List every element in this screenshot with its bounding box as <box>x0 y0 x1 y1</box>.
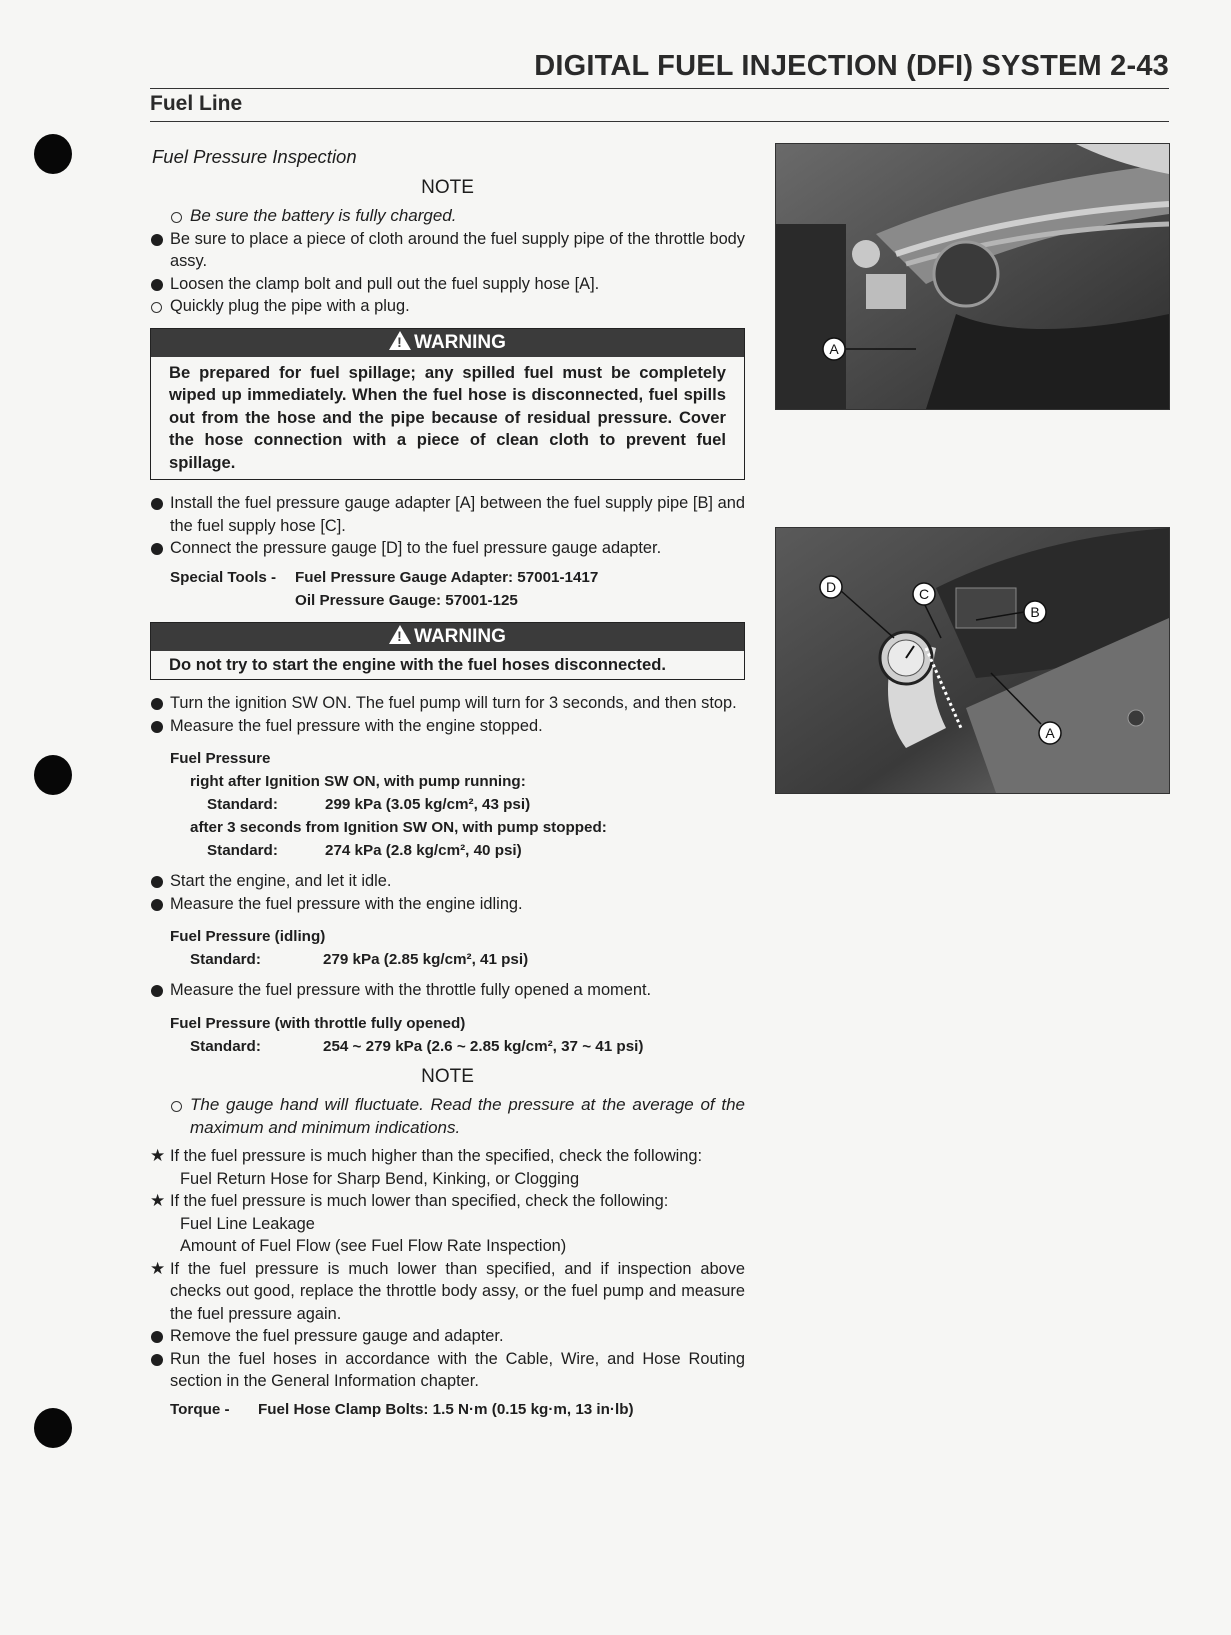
spec-value: 254 ~ 279 kPa (2.6 ~ 2.85 kg/cm², 37 ~ 41 psi) <box>323 1037 644 1055</box>
check-subitem: Amount of Fuel Flow (see Fuel Flow Rate Inspection) <box>180 1237 567 1255</box>
spec-label: Standard: <box>207 842 278 859</box>
binder-hole-bottom <box>34 1408 72 1448</box>
spec-label: Standard: <box>190 1037 261 1055</box>
spec-throttle-open <box>170 1012 745 1058</box>
spec-condition: after 3 seconds from Ignition SW ON, with pump stopped: <box>190 819 607 836</box>
photo-fuel-hose-removal <box>775 143 1170 410</box>
star-icon: ★ <box>150 1146 166 1165</box>
spec-title: Fuel Pressure (idling) <box>170 928 326 945</box>
step-item: Be sure to place a piece of cloth around the fuel supply pipe of the throttle body assy. <box>170 229 745 270</box>
step-item: Measure the fuel pressure with the engine idling. <box>170 894 523 913</box>
spec-label: Standard: <box>207 796 278 813</box>
note-item: Be sure the battery is fully charged. <box>190 206 457 225</box>
star-icon: ★ <box>150 1258 166 1278</box>
binder-hole-top <box>34 134 72 174</box>
torque-value: Fuel Hose Clamp Bolts: 1.5 N·m (0.15 kg·m, 13 in·lb) <box>258 1400 634 1418</box>
star-icon: ★ <box>150 1191 166 1210</box>
warning-box <box>150 328 745 481</box>
binder-hole-middle <box>34 755 72 795</box>
main-column <box>150 146 745 1421</box>
spec-condition: right after Ignition SW ON, with pump running: <box>190 773 526 790</box>
check-item: ★ If the fuel pressure is much lower than specified, and if inspection above checks out good, replace the throttle body assy, or the fuel pump and measure the fuel pressure again. <box>150 1258 745 1323</box>
note-heading: NOTE <box>421 1065 474 1087</box>
photo-pressure-gauge-installed <box>775 527 1170 794</box>
subsection-title: Fuel Pressure Inspection <box>152 146 357 167</box>
spec-value: 299 kPa (3.05 kg/cm², 43 psi) <box>325 796 531 813</box>
check-item: ★ If the fuel pressure is much lower than specified, check the following: <box>150 1190 745 1213</box>
spec-idling <box>170 925 745 971</box>
warning-text: Do not try to start the engine with the fuel hoses disconnected. <box>169 654 666 674</box>
section-title: Fuel Line <box>150 92 243 115</box>
spec-value: 274 kPa (2.8 kg/cm², 40 psi) <box>325 842 522 859</box>
special-tools <box>170 566 745 612</box>
callout-label: A <box>1045 725 1055 741</box>
spec-fuel-pressure <box>170 747 745 862</box>
callout-label: D <box>825 579 837 595</box>
step-item: Start the engine, and let it idle. <box>170 872 392 890</box>
sub-step-item: Quickly plug the pipe with a plug. <box>170 297 410 315</box>
step-item: Install the fuel pressure gauge adapter [A] between the fuel supply pipe [B] and the fuel supply hose [C]. <box>170 494 745 535</box>
step-item: Measure the fuel pressure with the throttle fully opened a moment. <box>170 981 652 999</box>
step-item: Remove the fuel pressure gauge and adapter. <box>170 1327 504 1345</box>
note-item: The gauge hand will fluctuate. Read the pressure at the average of the maximum and minimum indications. <box>190 1095 745 1137</box>
special-tool-1: Fuel Pressure Gauge Adapter: 57001-1417 <box>295 568 599 586</box>
check-subitem: Fuel Return Hose for Sharp Bend, Kinking, or Clogging <box>180 1169 580 1188</box>
warning-triangle-icon: ! <box>389 331 411 350</box>
check-subitem: Fuel Line Leakage <box>180 1214 315 1233</box>
section-rule <box>150 121 1169 122</box>
step-item: Measure the fuel pressure with the engine stopped. <box>170 716 543 735</box>
note-heading: NOTE <box>421 176 474 198</box>
special-tool-2: Oil Pressure Gauge: 57001-125 <box>295 591 518 609</box>
warning-header: ! WARNING <box>151 623 744 651</box>
callout-label: A <box>829 341 839 357</box>
step-item: Turn the ignition SW ON. The fuel pump will turn for 3 seconds, and then stop. <box>170 694 737 712</box>
special-tools-label: Special Tools - <box>170 568 277 586</box>
torque-label: Torque - <box>170 1400 230 1418</box>
step-item: Connect the pressure gauge [D] to the fuel pressure gauge adapter. <box>170 539 662 557</box>
spec-title: Fuel Pressure (with throttle fully opened) <box>170 1014 466 1032</box>
callout-label: B <box>1030 604 1040 620</box>
spec-value: 279 kPa (2.85 kg/cm², 41 psi) <box>323 951 529 968</box>
warning-header: ! WARNING <box>151 329 744 357</box>
step-item: Run the fuel hoses in accordance with the Cable, Wire, and Hose Routing section in the General Information chapter. <box>170 1349 745 1390</box>
warning-box-2 <box>150 622 745 681</box>
warning-text: Be prepared for fuel spillage; any spilled fuel must be completely wiped up immediately. When the fuel hose is disconnected, fuel spills out from the hose and the pipe because of residual pressure. Cover the hose connection with a piece of clean cloth to prevent fuel spillage. <box>169 362 726 472</box>
check-item: ★ If the fuel pressure is much higher than the specified, check the following: <box>150 1145 745 1168</box>
step-item: Loosen the clamp bolt and pull out the fuel supply hose [A]. <box>170 274 600 293</box>
warning-triangle-icon: ! <box>389 625 411 644</box>
torque-spec <box>170 1399 745 1422</box>
spec-title: Fuel Pressure <box>170 750 271 767</box>
spec-label: Standard: <box>190 951 261 968</box>
page-header-title: DIGITAL FUEL INJECTION (DFI) SYSTEM 2-43 <box>534 50 1169 82</box>
header-rule <box>150 88 1169 89</box>
callout-label: C <box>918 586 930 602</box>
